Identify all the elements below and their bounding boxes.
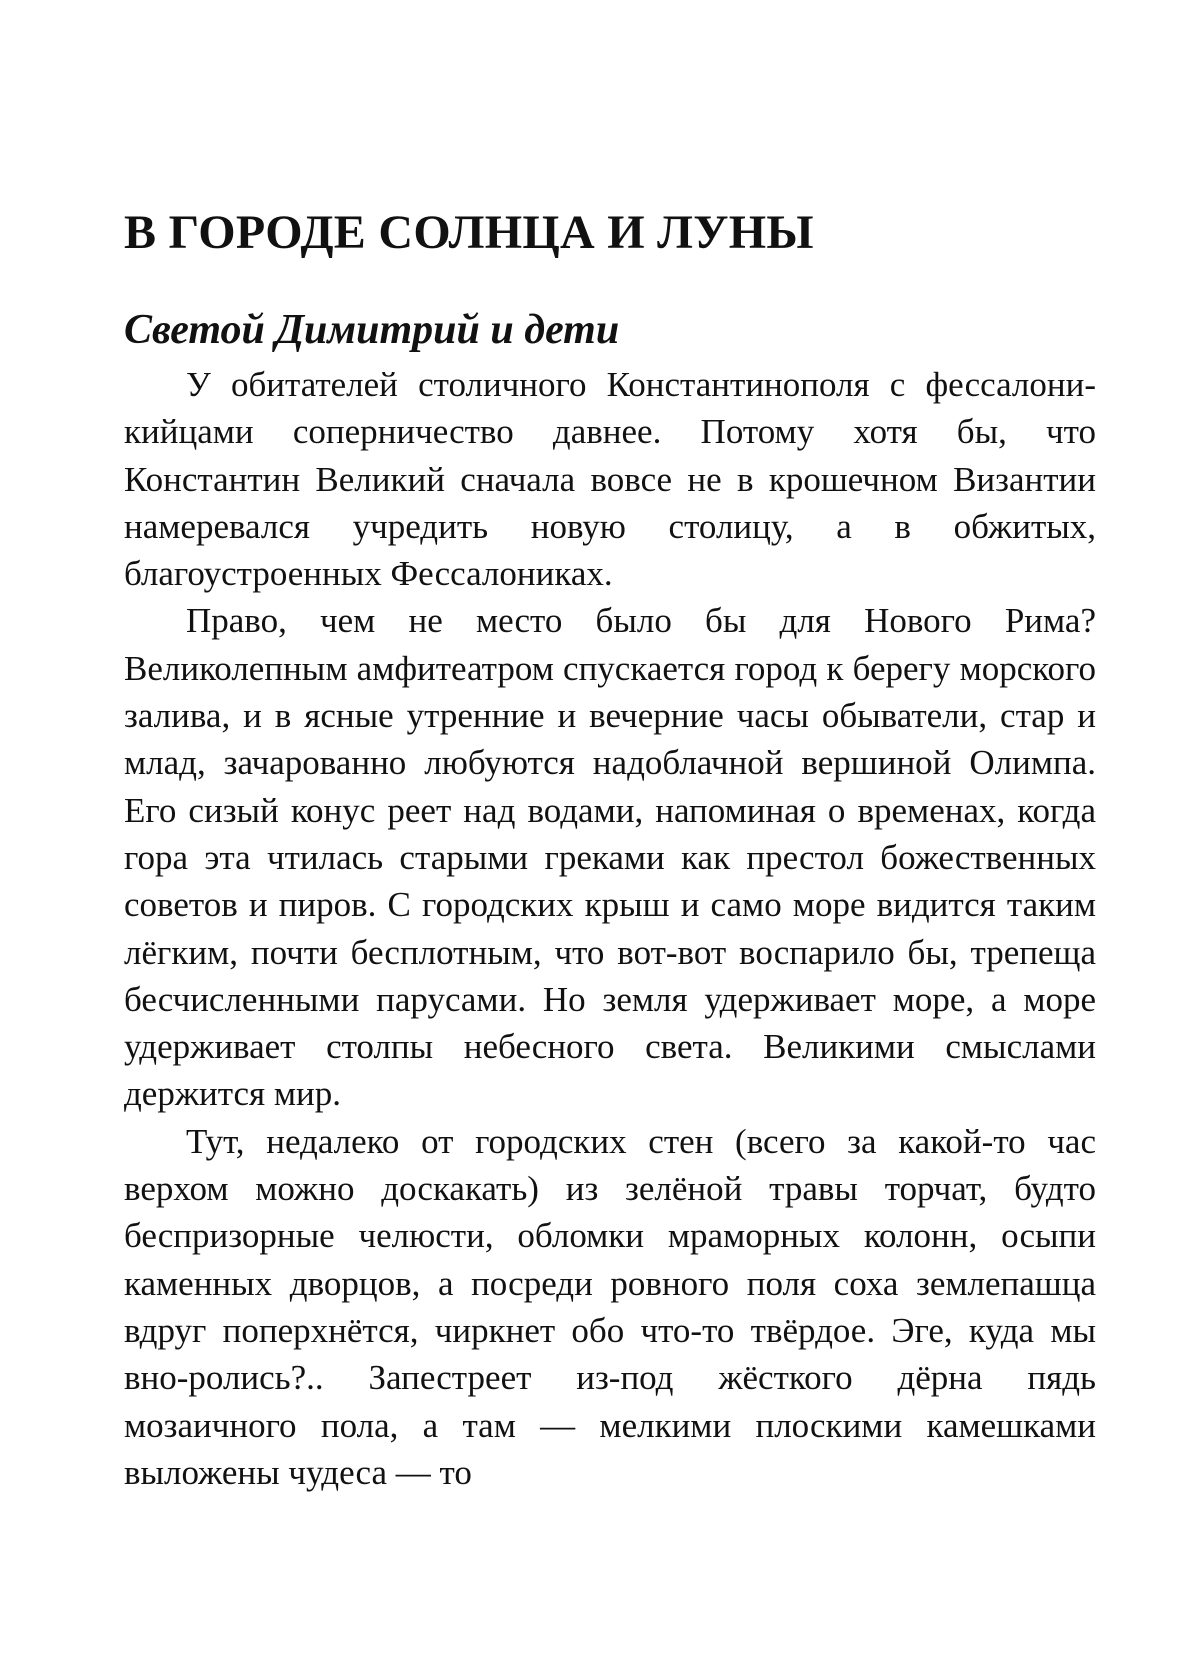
body-text [124,361,1096,1496]
paragraph: Право, чем не место было бы для Нового Рима? Великолепным амфитеатром спускается город к берегу морского залива, и в ясные утренние и вечерние часы обыватели, стар и млад, зачарованно любуются надоблачной вершиной Олимпа. Его сизый конус реет над водами, напоминая о временах, когда гора эта чтилась старыми греками как престол божественных советов и пиров. С городских крыш и само море видится таким лёгким, почти бесплотным, что вот-вот воспарило бы, трепеща бесчисленными парусами. Но земля удерживает море, а море удерживает столпы небесного света. Великими смыслами держится мир. [124,601,1096,1114]
page [124,204,1096,1496]
paragraph: Тут, недалеко от городских стен (всего за какой-то час верхом можно доскакать) из зелёной травы торчат, будто беспризорные челюсти, обломки мраморных колонн, осыпи каменных дворцов, а посреди ровного поля соха землепашца вдруг поперхнётся, чиркнет обо что-то твёрдое. Эге, куда мы вно-ролись?.. Запестреет из-под жёсткого дёрна пядь мозаичного пола, а там — мелкими плоскими камешками выложены чудеса — то [124,1121,1096,1492]
section-title: Светой Димитрий и дети [124,307,620,353]
chapter-title: В ГОРОДЕ СОЛНЦА И ЛУНЫ [124,206,814,259]
paragraph: У обитателей столичного Константинополя с фессалони-кийцами соперничество давнее. Потому хотя бы, что Константин Великий сначала вовсе не в крошечном Византии намеревался учредить новую столицу, а в обжитых, благоустроенных Фессалониках. [124,365,1096,594]
